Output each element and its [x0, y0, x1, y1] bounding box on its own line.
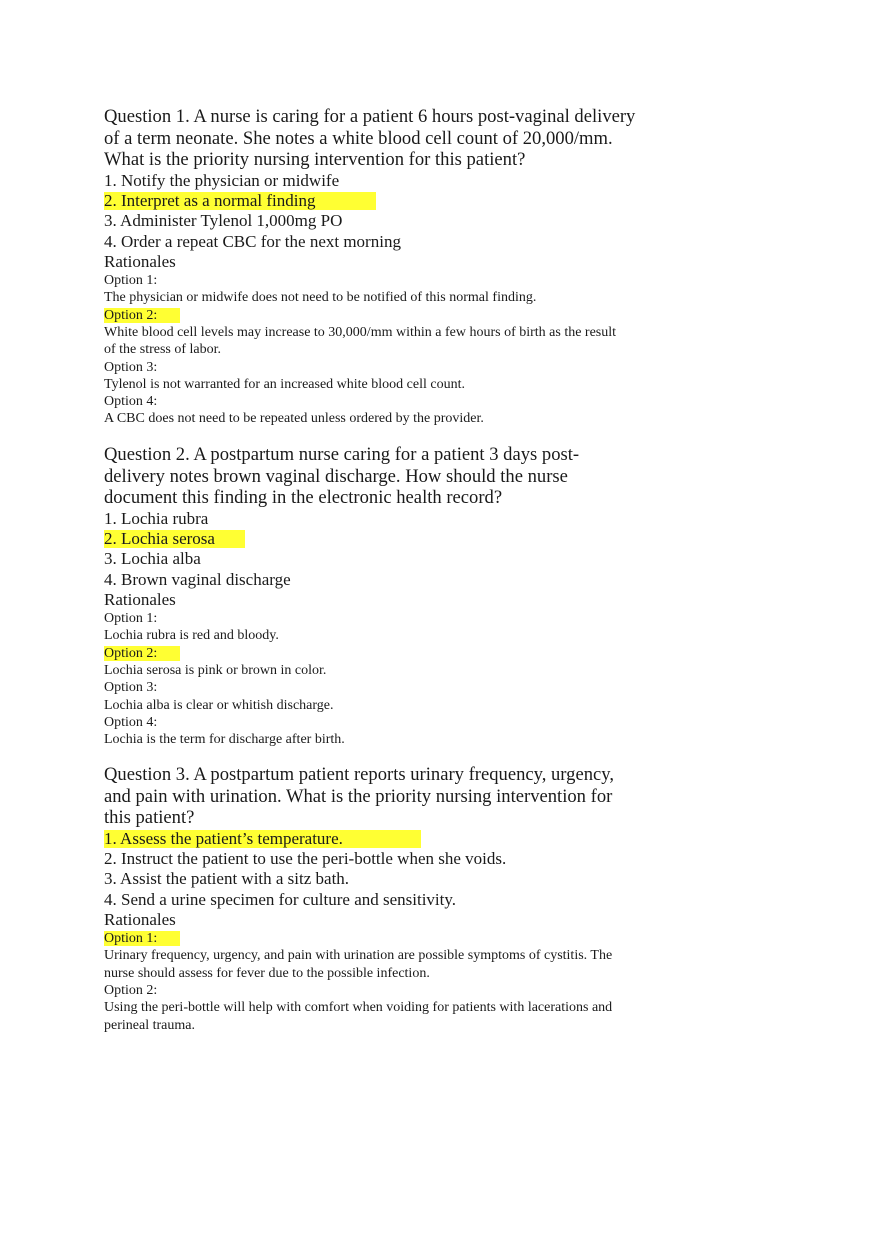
question-block-2	[104, 444, 644, 748]
answer-option: 4. Brown vaginal discharge	[104, 569, 291, 589]
rationale-text: White blood cell levels may increase to 30,000/mm within a few hours of birth as the result of the stress of labor.	[104, 324, 617, 358]
answer-option-correct: 2. Lochia serosa	[104, 529, 644, 549]
rationales-heading: Rationales	[104, 251, 176, 271]
answer-option-correct: 2. Interpret as a normal finding	[104, 191, 644, 211]
rationale-label: Option 2:	[104, 982, 158, 998]
rationale-label-correct: Option 2:	[104, 307, 644, 324]
answer-option: 4. Send a urine specimen for culture and sensitivity.	[104, 889, 457, 909]
rationales-heading: Rationales	[104, 589, 176, 609]
rationale-text: Lochia rubra is red and bloody.	[104, 628, 279, 644]
rationale-text: The physician or midwife does not need to be notified of this normal finding.	[104, 290, 537, 306]
rationale-label: Option 1:	[104, 611, 158, 627]
question-text: Question 1. A nurse is caring for a patient 6 hours post-vaginal delivery of a term neonate. She notes a white blood cell count of 20,000/mm. What is the priority nursing intervention for this patient?	[104, 106, 636, 171]
rationale-text: Lochia serosa is pink or brown in color.	[104, 662, 327, 678]
rationales-heading: Rationales	[104, 909, 176, 929]
rationale-label-correct: Option 2:	[104, 645, 644, 662]
answer-option: 3. Assist the patient with a sitz bath.	[104, 869, 350, 889]
rationale-label: Option 3:	[104, 680, 158, 696]
question-text: Question 3. A postpartum patient reports urinary frequency, urgency, and pain with urination. What is the priority nursing intervention for this patient?	[104, 764, 614, 829]
answer-option: 3. Lochia alba	[104, 549, 201, 569]
answer-option: 2. Instruct the patient to use the peri-bottle when she voids.	[104, 849, 507, 869]
answer-option: 4. Order a repeat CBC for the next morning	[104, 231, 401, 251]
answer-option: 1. Notify the physician or midwife	[104, 171, 340, 191]
rationale-label: Option 4:	[104, 394, 158, 410]
rationale-text: Using the peri-bottle will help with comfort when voiding for patients with lacerations and perineal trauma.	[104, 1000, 613, 1033]
rationale-label: Option 4:	[104, 714, 158, 730]
rationale-text: A CBC does not need to be repeated unless ordered by the provider.	[104, 411, 484, 427]
rationale-label: Option 1:	[104, 273, 158, 289]
answer-option: 1. Lochia rubra	[104, 509, 209, 529]
answer-option: 3. Administer Tylenol 1,000mg PO	[104, 211, 343, 231]
rationale-text: Urinary frequency, urgency, and pain with urination are possible symptoms of cystitis. The nurse should assess for fever due to the possible infection.	[104, 948, 613, 981]
answer-option-correct: 1. Assess the patient’s temperature.	[104, 829, 644, 849]
rationale-text: Tylenol is not warranted for an increased white blood cell count.	[104, 376, 465, 392]
rationale-text: Lochia is the term for discharge after birth.	[104, 732, 345, 748]
question-block-1	[104, 106, 644, 428]
question-block-3	[104, 764, 644, 1034]
question-text: Question 2. A postpartum nurse caring for a patient 3 days post-delivery notes brown vaginal discharge. How should the nurse document this finding in the electronic health record?	[104, 444, 580, 509]
rationale-label: Option 3:	[104, 359, 158, 375]
rationale-text: Lochia alba is clear or whitish discharge.	[104, 697, 334, 713]
rationale-label-correct: Option 1:	[104, 930, 644, 947]
